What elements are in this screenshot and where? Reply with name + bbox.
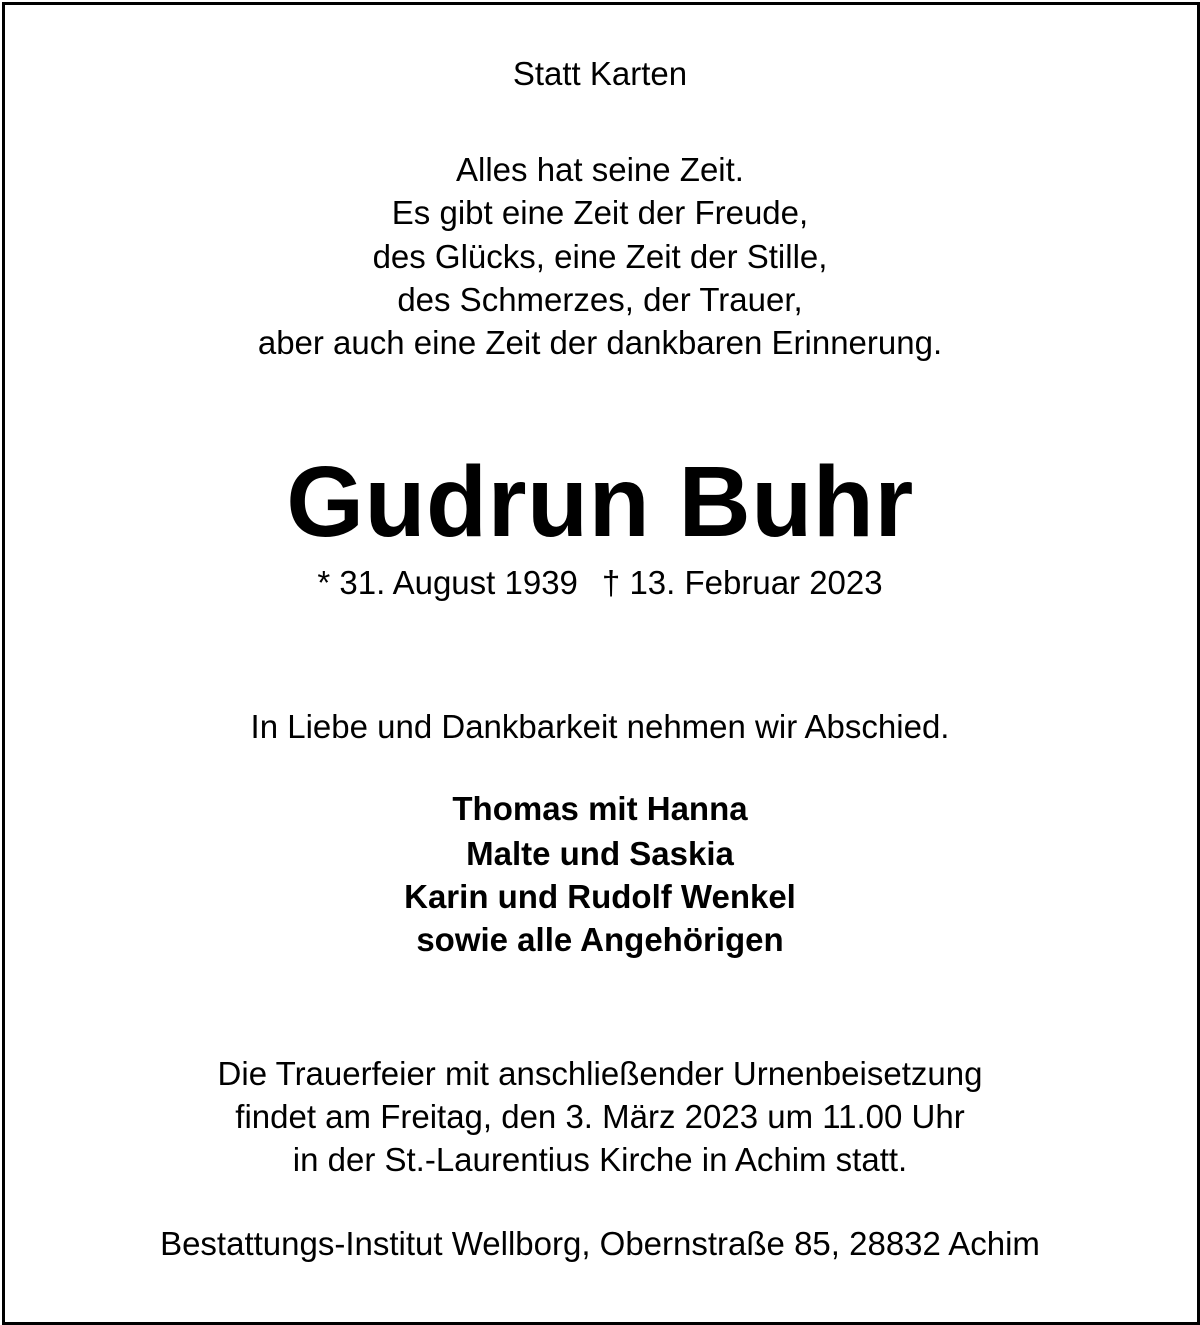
poem-line: des Glücks, eine Zeit der Stille, bbox=[372, 238, 828, 275]
mourner-line: Malte und Saskia bbox=[466, 835, 734, 872]
mourner-line: sowie alle Angehörigen bbox=[416, 921, 784, 958]
birth-date: * 31. August 1939 bbox=[317, 564, 578, 601]
poem-line: des Schmerzes, der Trauer, bbox=[397, 281, 803, 318]
service-line: in der St.-Laurentius Kirche in Achim statt. bbox=[292, 1141, 908, 1178]
poem-line: aber auch eine Zeit der dankbaren Erinnerung. bbox=[257, 324, 943, 361]
life-dates bbox=[0, 562, 1200, 604]
mourner-line: Karin und Rudolf Wenkel bbox=[404, 878, 796, 915]
farewell-text: In Liebe und Dankbarkeit nehmen wir Abschied. bbox=[250, 708, 950, 745]
statt-karten-note: Statt Karten bbox=[512, 55, 688, 92]
funeral-home-address: Bestattungs-Institut Wellborg, Obernstraße 85, 28832 Achim bbox=[160, 1225, 1040, 1262]
service-line: findet am Freitag, den 3. März 2023 um 11.00 Uhr bbox=[235, 1098, 965, 1135]
deceased-name: Gudrun Buhr bbox=[286, 446, 914, 558]
mourner-line: Thomas mit Hanna bbox=[452, 790, 748, 827]
death-date: † 13. Februar 2023 bbox=[601, 564, 883, 601]
poem-line: Es gibt eine Zeit der Freude, bbox=[391, 194, 809, 231]
poem-line: Alles hat seine Zeit. bbox=[456, 151, 744, 188]
service-line: Die Trauerfeier mit anschließender Urnenbeisetzung bbox=[217, 1055, 983, 1092]
